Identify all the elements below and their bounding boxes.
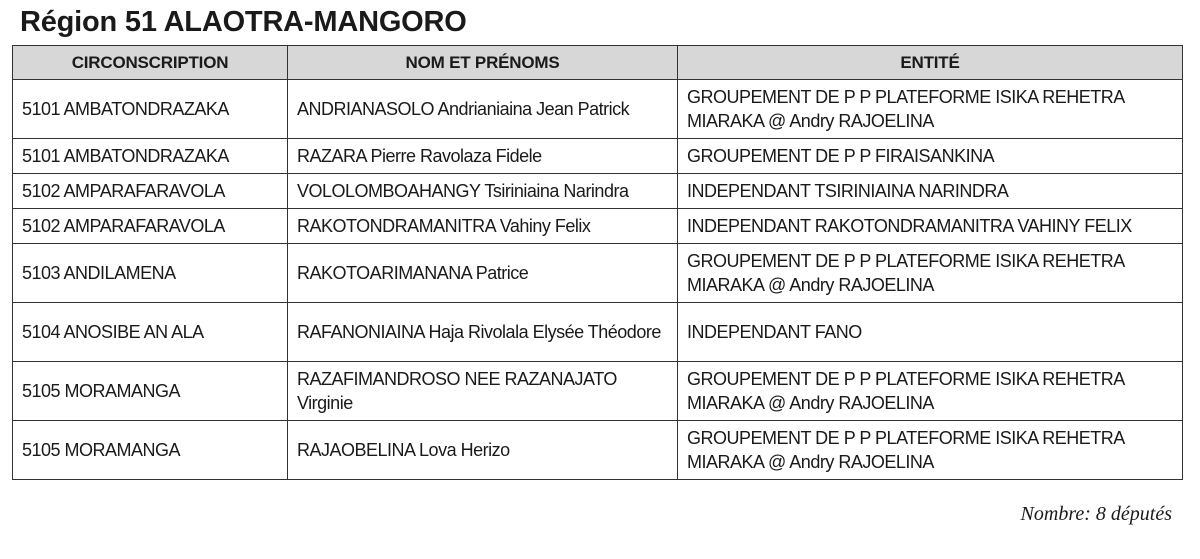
table-row [13, 80, 1183, 139]
cell-circonscription: 5104 ANOSIBE AN ALA [13, 303, 288, 362]
cell-circonscription: 5103 ANDILAMENA [13, 244, 288, 303]
cell-circonscription: 5102 AMPARAFARAVOLA [13, 174, 288, 209]
cell-nom: RAFANONIAINA Haja Rivolala Elysée Théodore [288, 303, 678, 362]
table-row [13, 303, 1183, 362]
cell-nom: RAKOTONDRAMANITRA Vahiny Felix [288, 209, 678, 244]
cell-nom: VOLOLOMBOAHANGY Tsiriniaina Narindra [288, 174, 678, 209]
cell-circonscription: 5105 MORAMANGA [13, 421, 288, 480]
cell-entite: GROUPEMENT DE P P PLATEFORME ISIKA REHETRA MIARAKA @ Andry RAJOELINA [678, 80, 1183, 139]
cell-entite: GROUPEMENT DE P P PLATEFORME ISIKA REHETRA MIARAKA @ Andry RAJOELINA [678, 244, 1183, 303]
cell-entite: GROUPEMENT DE P P FIRAISANKINA [678, 139, 1183, 174]
table-row [13, 174, 1183, 209]
table-row [13, 139, 1183, 174]
table-row [13, 421, 1183, 480]
deputies-count: Nombre: 8 députés [1020, 503, 1172, 525]
table-row [13, 244, 1183, 303]
cell-nom: ANDRIANASOLO Andrianiaina Jean Patrick [288, 80, 678, 139]
cell-nom: RAJAOBELINA Lova Herizo [288, 421, 678, 480]
cell-circonscription: 5102 AMPARAFARAVOLA [13, 209, 288, 244]
header-nom-et-prenoms: NOM ET PRÉNOMS [288, 46, 678, 80]
page-title: Région 51 ALAOTRA-MANGORO [20, 6, 467, 38]
table-header-row [13, 46, 1183, 80]
cell-nom: RAZAFIMANDROSO NEE RAZANAJATO Virginie [288, 362, 678, 421]
header-circonscription: CIRCONSCRIPTION [13, 46, 288, 80]
cell-entite: INDEPENDANT TSIRINIAINA NARINDRA [678, 174, 1183, 209]
cell-nom: RAZARA Pierre Ravolaza Fidele [288, 139, 678, 174]
deputies-table [12, 45, 1183, 480]
cell-entite: INDEPENDANT RAKOTONDRAMANITRA VAHINY FELIX [678, 209, 1183, 244]
cell-nom: RAKOTOARIMANANA Patrice [288, 244, 678, 303]
cell-circonscription: 5101 AMBATONDRAZAKA [13, 80, 288, 139]
cell-entite: GROUPEMENT DE P P PLATEFORME ISIKA REHETRA MIARAKA @ Andry RAJOELINA [678, 421, 1183, 480]
cell-entite: GROUPEMENT DE P P PLATEFORME ISIKA REHETRA MIARAKA @ Andry RAJOELINA [678, 362, 1183, 421]
table-row [13, 362, 1183, 421]
header-entite: ENTITÉ [678, 46, 1183, 80]
cell-circonscription: 5105 MORAMANGA [13, 362, 288, 421]
table-row [13, 209, 1183, 244]
cell-circonscription: 5101 AMBATONDRAZAKA [13, 139, 288, 174]
cell-entite: INDEPENDANT FANO [678, 303, 1183, 362]
